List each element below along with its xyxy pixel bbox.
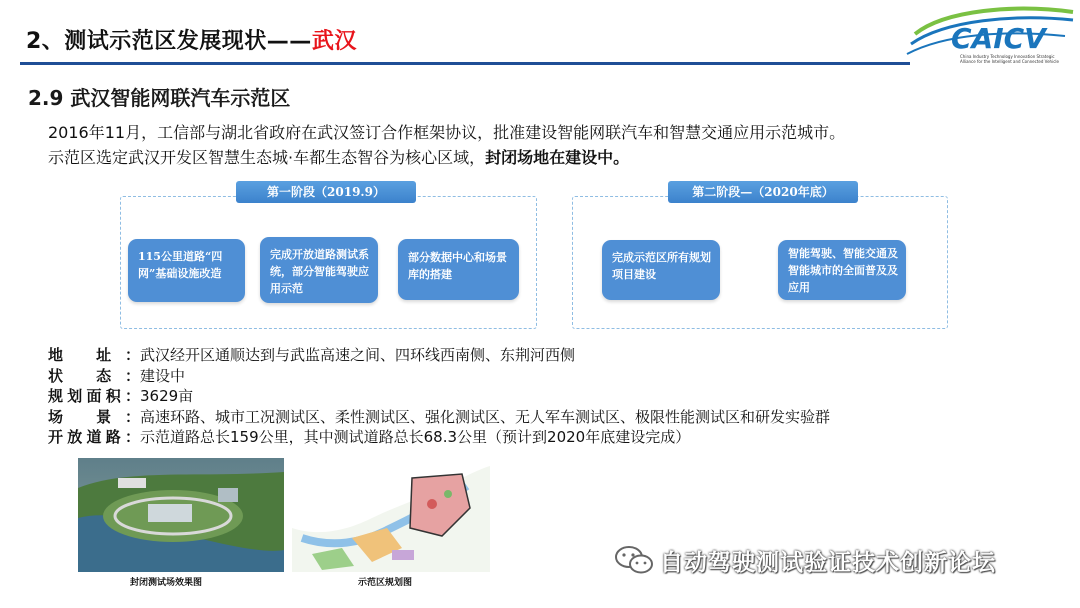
test-field-rendering-image	[78, 458, 284, 572]
title-city: 武汉	[311, 29, 357, 54]
fact-scenes	[48, 407, 830, 428]
title-prefix: 2、测试示范区发展现状——	[26, 29, 312, 54]
slide-title	[26, 24, 357, 55]
phase-1-card-1: 115公里道路“四网”基础设施改造	[128, 239, 245, 302]
fact-label: 开放道路：	[48, 428, 140, 446]
phase-1-card-3: 部分数据中心和场景库的搭建	[398, 239, 519, 300]
fact-label: 规划面积：	[48, 387, 140, 405]
facts-list	[48, 345, 830, 448]
fact-label: 状 态：	[48, 366, 140, 385]
fact-value: 建设中	[140, 366, 186, 385]
intro-paragraph	[48, 120, 1058, 170]
planning-map-image	[292, 458, 490, 572]
phase-1-card-2: 完成开放道路测试系统，部分智能驾驶应用示范	[260, 237, 378, 303]
image-caption-2: 示范区规划图	[358, 578, 413, 588]
fact-address	[48, 345, 830, 366]
fact-label: 场 景：	[48, 407, 140, 426]
watermark	[614, 544, 996, 576]
intro-line-2	[48, 145, 1058, 170]
fact-value: 示范道路总长159公里，其中测试道路总长68.3公里（预计到2020年底建设完成）	[140, 428, 691, 446]
intro-line-2-text: 示范区选定武汉开发区智慧生态城·车都生态智谷为核心区域，	[48, 148, 486, 167]
watermark-text: 自动驾驶测试验证技术创新论坛	[660, 549, 996, 576]
wechat-icon	[614, 544, 654, 576]
logo-text: CAICV	[951, 22, 1046, 55]
fact-value: 3629亩	[140, 387, 194, 405]
intro-line-1: 2016年11月，工信部与湖北省政府在武汉签订合作框架协议，批准建设智能网联汽车和智慧交通应用示范城市。	[48, 123, 846, 142]
phase-1-header: 第一阶段（2019.9）	[236, 181, 416, 203]
fact-label: 地 址：	[48, 346, 140, 364]
section-subtitle: 2.9 武汉智能网联汽车示范区	[28, 86, 291, 110]
fact-status	[48, 366, 830, 387]
fact-area	[48, 386, 830, 407]
phase-2-card-1: 完成示范区所有规划项目建设	[602, 240, 720, 300]
phase-2-card-2: 智能驾驶、智能交通及智能城市的全面普及及应用	[778, 240, 906, 300]
fact-value: 高速环路、城市工况测试区、柔性测试区、强化测试区、无人军车测试区、极限性能测试区和研发实验群	[140, 407, 831, 426]
logo-subtext: China Industry Technology Innovation Strategic Alliance for the Intelligent and Connected Vehicle	[960, 54, 1059, 64]
intro-line-2-bold: 封闭场地在建设中。	[485, 148, 630, 167]
fact-value: 武汉经开区通顺达到与武监高速之间、四环线西南侧、东荆河西侧	[140, 346, 576, 364]
fact-open-roads	[48, 427, 830, 448]
image-caption-1: 封闭测试场效果图	[130, 578, 203, 588]
phase-2-header: 第二阶段—（2020年底）	[668, 181, 858, 203]
title-divider	[20, 62, 910, 65]
